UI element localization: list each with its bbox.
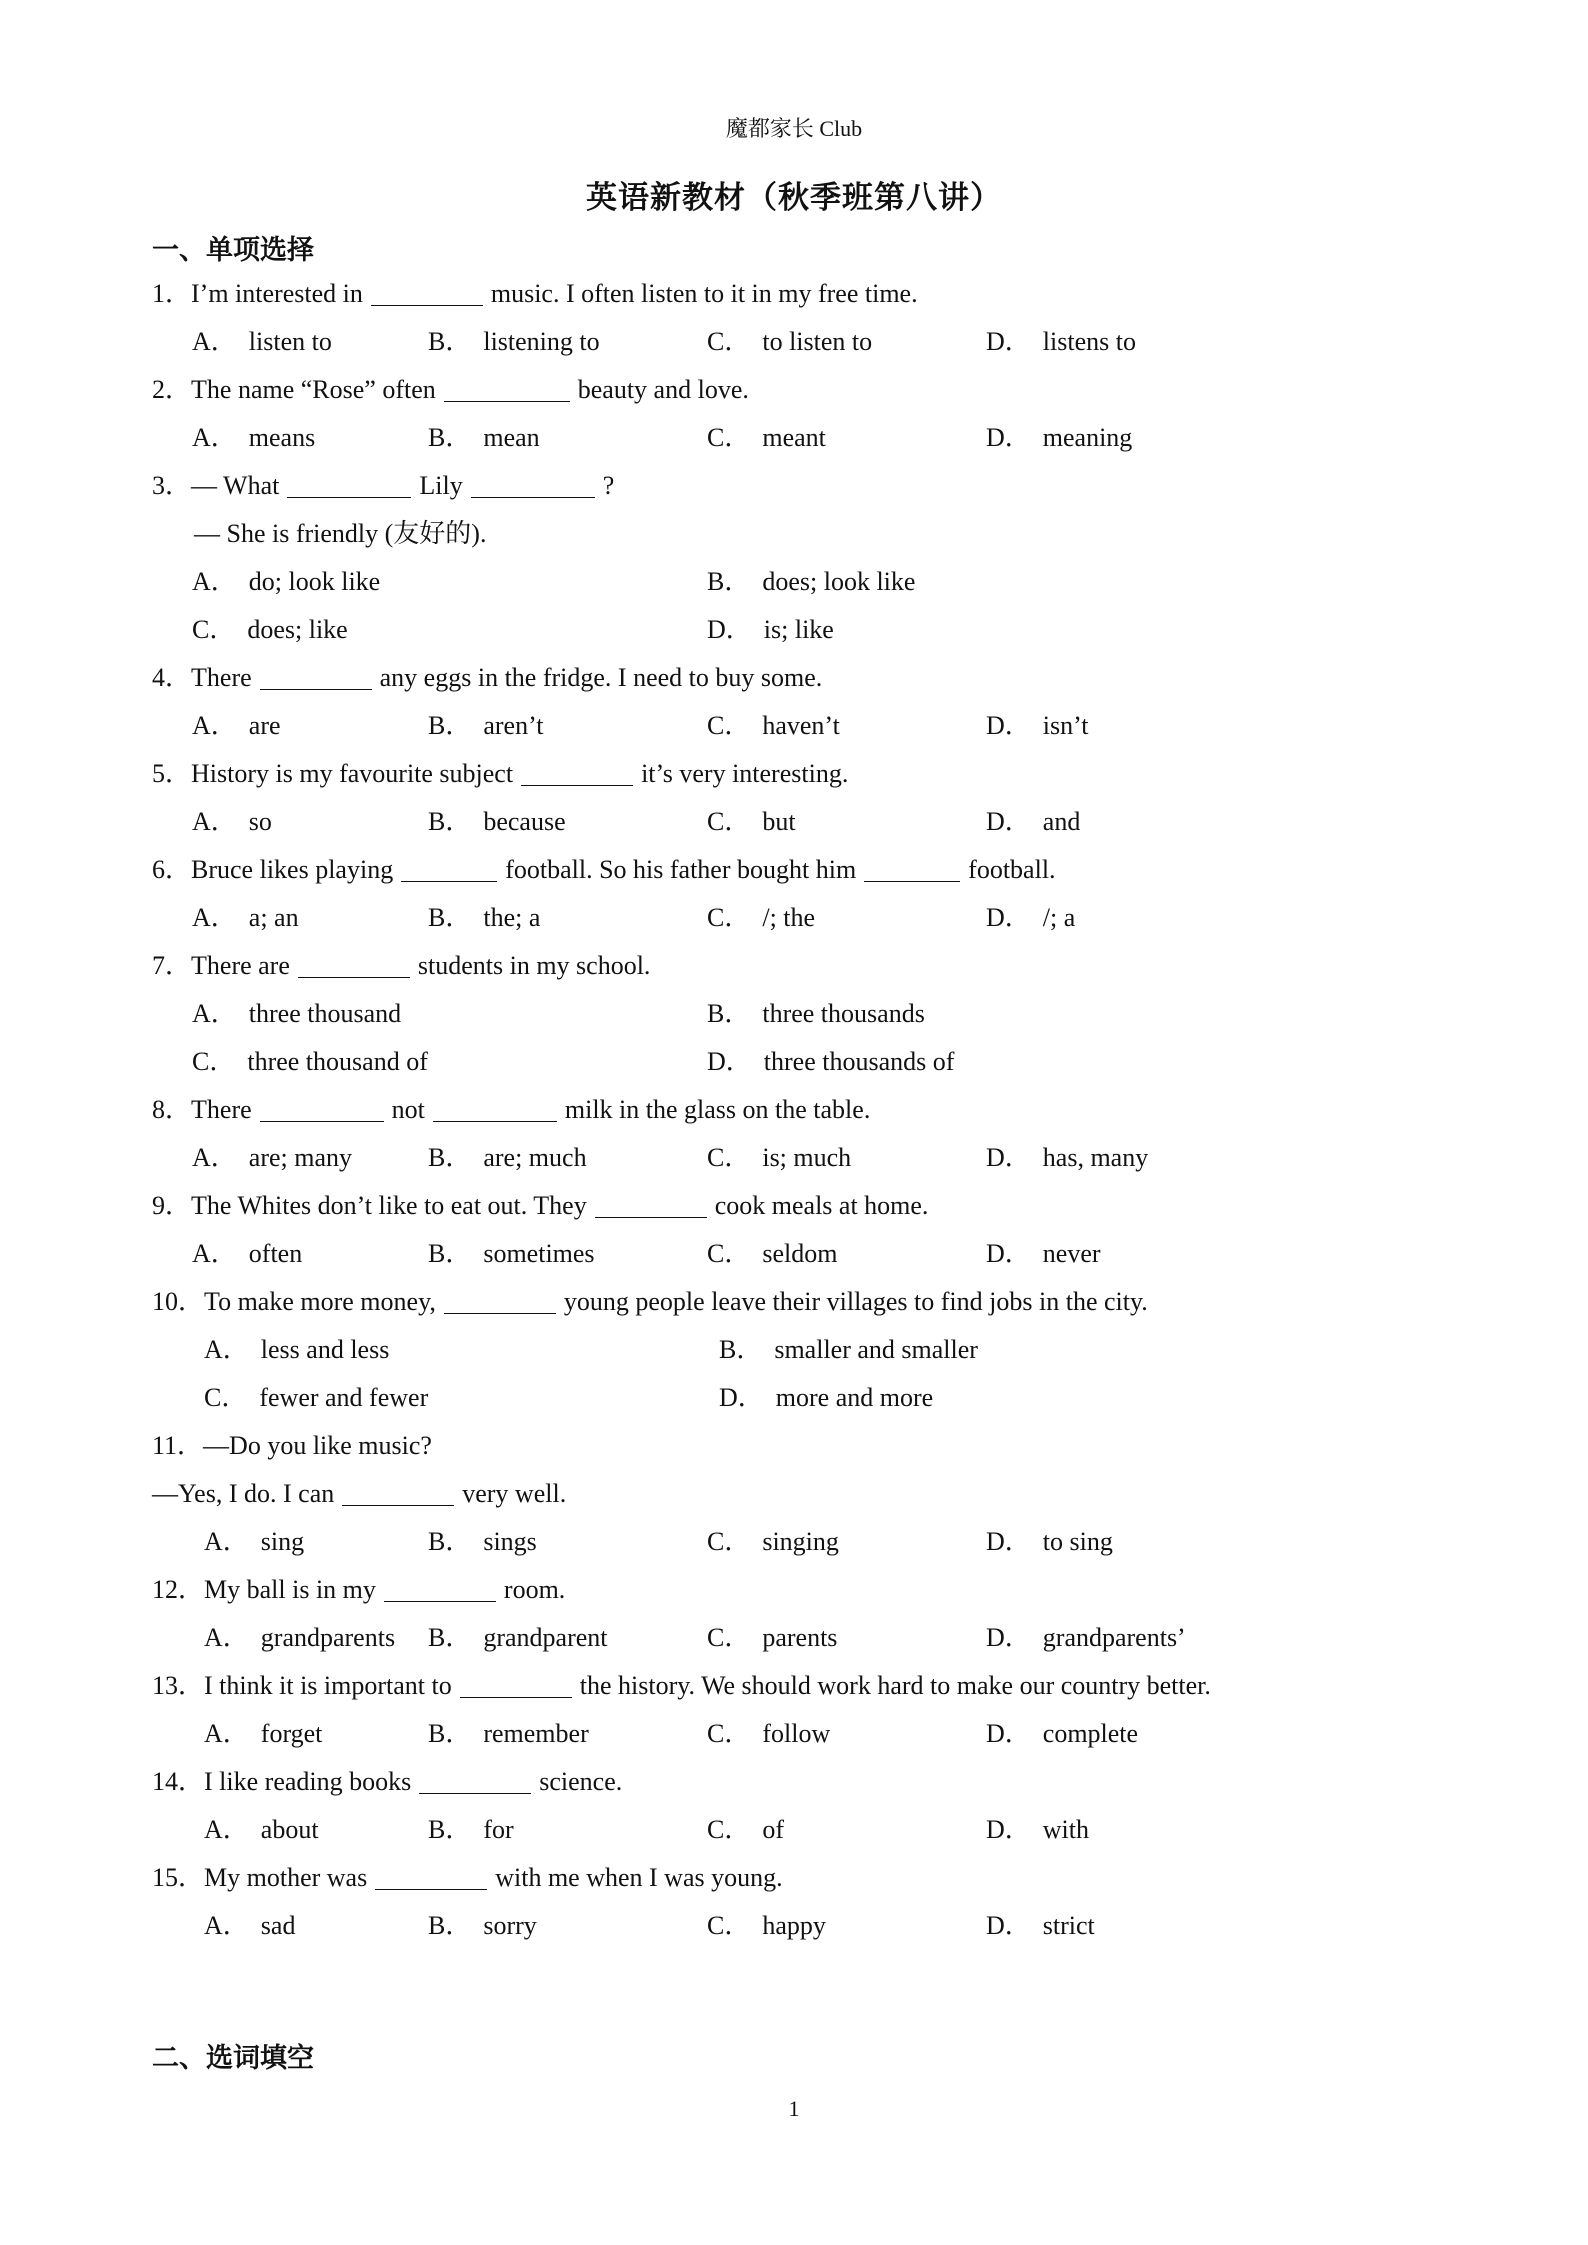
- answer-blank: [260, 1091, 384, 1122]
- option-text: less and less: [260, 1335, 390, 1364]
- option-text: isn’t: [1042, 711, 1089, 740]
- option-letter: B．: [428, 711, 472, 740]
- option-letter: D．: [986, 1527, 1031, 1556]
- option-a: [192, 1134, 352, 1182]
- question-text: Bruce likes playing: [191, 855, 394, 884]
- option-letter: D．: [986, 1911, 1031, 1940]
- option-letter: B．: [707, 999, 751, 1028]
- option-d: [707, 1038, 954, 1086]
- option-letter: C．: [707, 711, 751, 740]
- question-3: [152, 462, 1472, 510]
- option-text: to listen to: [762, 327, 873, 356]
- question-number: 12．: [152, 1575, 205, 1604]
- answer-blank: [342, 1475, 454, 1506]
- option-text: /; the: [762, 903, 816, 932]
- option-c: [707, 1230, 837, 1278]
- option-letter: C．: [707, 327, 751, 356]
- question-3-reply: [152, 510, 1472, 558]
- option-text: listen to: [248, 327, 332, 356]
- question-text: students in my school.: [417, 951, 651, 980]
- options-row: [152, 1614, 1472, 1662]
- option-letter: C．: [192, 1047, 236, 1076]
- option-a: [192, 414, 315, 462]
- question-text: football.: [968, 855, 1056, 884]
- option-b: [428, 1806, 514, 1854]
- question-text: not: [391, 1095, 425, 1124]
- question-number: 4．: [152, 663, 192, 692]
- option-b: [428, 414, 540, 462]
- option-letter: C．: [707, 1719, 751, 1748]
- option-c: [707, 798, 796, 846]
- option-letter: C．: [707, 1143, 751, 1172]
- answer-blank: [260, 659, 372, 690]
- options-row: [152, 702, 1472, 750]
- question-6: [152, 846, 1472, 894]
- question-number: 6．: [152, 855, 192, 884]
- question-14: [152, 1758, 1472, 1806]
- option-b: [428, 702, 544, 750]
- question-11-reply: [152, 1470, 1472, 1518]
- option-text: does; look like: [762, 567, 916, 596]
- option-letter: C．: [707, 1527, 751, 1556]
- option-text: with: [1042, 1815, 1090, 1844]
- option-text: strict: [1042, 1911, 1095, 1940]
- option-text: for: [483, 1815, 514, 1844]
- option-text: of: [762, 1815, 785, 1844]
- option-a: [204, 1614, 395, 1662]
- option-c: [707, 1806, 784, 1854]
- question-text: science.: [539, 1767, 623, 1796]
- option-b: [428, 894, 540, 942]
- option-letter: B．: [428, 1143, 472, 1172]
- option-text: and: [1042, 807, 1081, 836]
- option-letter: D．: [986, 1815, 1031, 1844]
- option-letter: B．: [428, 1719, 472, 1748]
- option-text: singing: [762, 1527, 839, 1556]
- option-letter: C．: [707, 1911, 751, 1940]
- option-a: [192, 990, 401, 1038]
- answer-blank: [419, 1763, 531, 1794]
- option-letter: C．: [192, 615, 236, 644]
- question-text: There are: [191, 951, 290, 980]
- question-number: 11．: [152, 1431, 204, 1460]
- option-text: the; a: [483, 903, 541, 932]
- options-row: [152, 894, 1472, 942]
- question-text: it’s very interesting.: [641, 759, 849, 788]
- answer-blank: [521, 755, 633, 786]
- question-11: [152, 1422, 1472, 1470]
- option-text: more and more: [775, 1383, 934, 1412]
- option-a: [192, 894, 299, 942]
- option-text: complete: [1042, 1719, 1139, 1748]
- option-text: aren’t: [483, 711, 544, 740]
- option-letter: D．: [986, 1623, 1031, 1652]
- option-letter: A．: [204, 1623, 249, 1652]
- options-row: [152, 1518, 1472, 1566]
- option-text: seldom: [762, 1239, 838, 1268]
- answer-blank: [595, 1187, 707, 1218]
- answer-blank: [460, 1667, 572, 1698]
- option-letter: A．: [192, 711, 237, 740]
- question-15: [152, 1854, 1472, 1902]
- option-d: [986, 1230, 1101, 1278]
- option-letter: A．: [204, 1335, 249, 1364]
- option-b: [428, 1518, 537, 1566]
- option-letter: B．: [428, 1623, 472, 1652]
- option-text: are; much: [483, 1143, 587, 1172]
- option-c: [707, 1518, 839, 1566]
- option-letter: B．: [719, 1335, 763, 1364]
- question-number: 2．: [152, 375, 192, 404]
- option-letter: B．: [707, 567, 751, 596]
- option-letter: B．: [428, 903, 472, 932]
- option-text: three thousands of: [763, 1047, 955, 1076]
- option-c: [707, 1710, 830, 1758]
- question-4: [152, 654, 1472, 702]
- option-letter: A．: [192, 1143, 237, 1172]
- option-letter: C．: [707, 1815, 751, 1844]
- option-d: [986, 798, 1080, 846]
- option-letter: D．: [986, 711, 1031, 740]
- answer-blank: [401, 851, 497, 882]
- option-letter: B．: [428, 1815, 472, 1844]
- question-text: — What: [191, 471, 280, 500]
- option-a: [192, 558, 380, 606]
- question-number: 14．: [152, 1767, 205, 1796]
- option-b: [707, 990, 925, 1038]
- option-text: but: [762, 807, 796, 836]
- option-text: fewer and fewer: [259, 1383, 429, 1412]
- option-c: [707, 1134, 851, 1182]
- question-text: My ball is in my: [204, 1575, 376, 1604]
- option-a: [204, 1326, 389, 1374]
- options-row: [152, 1806, 1472, 1854]
- option-b: [428, 1134, 587, 1182]
- option-text: sing: [260, 1527, 305, 1556]
- option-letter: C．: [707, 807, 751, 836]
- option-letter: B．: [428, 423, 472, 452]
- answer-blank: [444, 371, 570, 402]
- options-row: [152, 798, 1472, 846]
- question-text: I’m interested in: [191, 279, 363, 308]
- question-9: [152, 1182, 1472, 1230]
- option-letter: C．: [204, 1383, 248, 1412]
- option-text: sad: [260, 1911, 296, 1940]
- question-number: 10．: [152, 1287, 205, 1316]
- option-c: [707, 1614, 837, 1662]
- option-d: [986, 1806, 1089, 1854]
- question-5: [152, 750, 1472, 798]
- option-text: three thousands: [762, 999, 925, 1028]
- options-row: [152, 414, 1472, 462]
- option-text: follow: [762, 1719, 831, 1748]
- answer-blank: [471, 467, 595, 498]
- option-text: a; an: [248, 903, 299, 932]
- question-number: 15．: [152, 1863, 205, 1892]
- question-text: — She is friendly (友好的).: [194, 519, 487, 548]
- question-text: I think it is important to: [204, 1671, 452, 1700]
- option-a: [204, 1518, 304, 1566]
- question-text: The Whites don’t like to eat out. They: [191, 1191, 587, 1220]
- option-letter: B．: [428, 807, 472, 836]
- option-text: happy: [762, 1911, 826, 1940]
- option-letter: B．: [428, 1911, 472, 1940]
- option-b: [428, 1614, 608, 1662]
- option-text: never: [1042, 1239, 1101, 1268]
- question-number: 5．: [152, 759, 192, 788]
- option-c: [192, 1038, 428, 1086]
- option-d: [719, 1374, 933, 1422]
- option-d: [986, 1614, 1186, 1662]
- question-text: room.: [503, 1575, 566, 1604]
- question-13: [152, 1662, 1472, 1710]
- option-d: [986, 1134, 1148, 1182]
- option-letter: A．: [192, 999, 237, 1028]
- option-letter: C．: [707, 423, 751, 452]
- option-d: [986, 318, 1136, 366]
- option-a: [204, 1806, 319, 1854]
- option-text: mean: [483, 423, 540, 452]
- option-text: means: [248, 423, 316, 452]
- option-text: sorry: [483, 1911, 537, 1940]
- option-letter: A．: [192, 903, 237, 932]
- answer-blank: [433, 1091, 557, 1122]
- question-text: beauty and love.: [577, 375, 749, 404]
- option-letter: A．: [204, 1911, 249, 1940]
- options-row: [152, 558, 1472, 606]
- option-letter: D．: [986, 327, 1031, 356]
- section-1-title: 一、单项选择: [152, 235, 314, 265]
- option-text: sings: [483, 1527, 537, 1556]
- option-text: is; like: [763, 615, 834, 644]
- question-number: 9．: [152, 1191, 192, 1220]
- question-text: cook meals at home.: [714, 1191, 929, 1220]
- options-row: [152, 1710, 1472, 1758]
- option-text: forget: [260, 1719, 323, 1748]
- question-text: The name “Rose” often: [191, 375, 436, 404]
- question-number: 8．: [152, 1095, 192, 1124]
- options-row: [152, 1230, 1472, 1278]
- option-b: [428, 1230, 595, 1278]
- question-text: any eggs in the fridge. I need to buy some.: [379, 663, 823, 692]
- option-letter: C．: [707, 1239, 751, 1268]
- question-text: —Yes, I do. I can: [152, 1479, 335, 1508]
- section-2-title: 二、选词填空: [152, 2043, 314, 2073]
- options-row: [152, 1902, 1472, 1950]
- question-number: 3．: [152, 471, 192, 500]
- option-b: [428, 1710, 589, 1758]
- option-c: [707, 414, 826, 462]
- option-text: grandparent: [483, 1623, 608, 1652]
- answer-blank: [375, 1859, 487, 1890]
- option-letter: B．: [428, 1239, 472, 1268]
- option-letter: A．: [204, 1527, 249, 1556]
- option-d: [986, 1902, 1095, 1950]
- option-text: so: [248, 807, 272, 836]
- option-text: do; look like: [248, 567, 381, 596]
- worksheet-title: 英语新教材（秋季班第八讲）: [586, 180, 1002, 215]
- option-c: [707, 702, 840, 750]
- option-letter: A．: [192, 327, 237, 356]
- option-text: three thousand of: [247, 1047, 428, 1076]
- answer-blank: [444, 1283, 556, 1314]
- question-number: 7．: [152, 951, 192, 980]
- option-c: [707, 1902, 826, 1950]
- option-letter: B．: [428, 327, 472, 356]
- question-text: football. So his father bought him: [505, 855, 857, 884]
- option-a: [192, 1230, 302, 1278]
- option-text: /; a: [1042, 903, 1076, 932]
- options-row: [152, 990, 1472, 1038]
- option-c: [204, 1374, 428, 1422]
- option-letter: D．: [986, 1719, 1031, 1748]
- option-letter: C．: [707, 903, 751, 932]
- question-7: [152, 942, 1472, 990]
- option-a: [204, 1710, 322, 1758]
- page-header: 魔都家长 Club: [725, 116, 863, 141]
- options-row: [152, 1134, 1472, 1182]
- question-list: [152, 270, 1472, 1950]
- option-text: does; like: [247, 615, 348, 644]
- option-letter: A．: [192, 423, 237, 452]
- option-letter: A．: [192, 1239, 237, 1268]
- option-text: three thousand: [248, 999, 402, 1028]
- option-letter: D．: [719, 1383, 764, 1412]
- option-a: [192, 798, 272, 846]
- option-b: [428, 318, 600, 366]
- question-1: [152, 270, 1472, 318]
- option-letter: A．: [204, 1815, 249, 1844]
- question-text: the history. We should work hard to make our country better.: [579, 1671, 1211, 1700]
- option-text: listening to: [483, 327, 600, 356]
- option-b: [707, 558, 915, 606]
- option-letter: D．: [986, 1239, 1031, 1268]
- options-row: [152, 1038, 1472, 1086]
- option-letter: D．: [986, 903, 1031, 932]
- question-number: 1．: [152, 279, 192, 308]
- option-d: [707, 606, 834, 654]
- answer-blank: [864, 851, 960, 882]
- option-d: [986, 894, 1075, 942]
- question-10: [152, 1278, 1472, 1326]
- option-text: because: [483, 807, 566, 836]
- option-text: to sing: [1042, 1527, 1113, 1556]
- option-text: listens to: [1042, 327, 1136, 356]
- option-letter: A．: [192, 807, 237, 836]
- question-text: —Do you like music?: [203, 1431, 432, 1460]
- question-text: There: [191, 1095, 252, 1124]
- answer-blank: [298, 947, 410, 978]
- option-text: remember: [483, 1719, 589, 1748]
- option-letter: D．: [707, 615, 752, 644]
- options-row: [152, 1374, 1472, 1422]
- option-letter: C．: [707, 1623, 751, 1652]
- options-row: [152, 318, 1472, 366]
- option-a: [204, 1902, 295, 1950]
- question-8: [152, 1086, 1472, 1134]
- option-a: [192, 318, 332, 366]
- question-text: ?: [602, 471, 615, 500]
- option-c: [192, 606, 348, 654]
- option-b: [719, 1326, 978, 1374]
- question-text: There: [191, 663, 252, 692]
- option-text: often: [248, 1239, 303, 1268]
- option-text: about: [260, 1815, 319, 1844]
- question-text: young people leave their villages to find jobs in the city.: [563, 1287, 1148, 1316]
- question-text: History is my favourite subject: [191, 759, 514, 788]
- option-text: are; many: [248, 1143, 353, 1172]
- question-12: [152, 1566, 1472, 1614]
- option-letter: A．: [204, 1719, 249, 1748]
- option-d: [986, 702, 1089, 750]
- option-text: are: [248, 711, 281, 740]
- option-d: [986, 414, 1132, 462]
- question-text: I like reading books: [204, 1767, 412, 1796]
- answer-blank: [384, 1571, 496, 1602]
- option-text: grandparents’: [1042, 1623, 1186, 1652]
- question-text: with me when I was young.: [495, 1863, 783, 1892]
- option-text: meaning: [1042, 423, 1133, 452]
- question-text: music. I often listen to it in my free time.: [490, 279, 918, 308]
- question-text: very well.: [462, 1479, 567, 1508]
- option-d: [986, 1518, 1113, 1566]
- option-text: parents: [762, 1623, 838, 1652]
- option-a: [192, 702, 281, 750]
- option-letter: D．: [986, 1143, 1031, 1172]
- question-text: My mother was: [204, 1863, 368, 1892]
- question-text: Lily: [419, 471, 463, 500]
- question-text: milk in the glass on the table.: [564, 1095, 871, 1124]
- option-text: is; much: [762, 1143, 852, 1172]
- option-c: [707, 318, 872, 366]
- page-number: 1: [788, 2096, 800, 2121]
- answer-blank: [371, 275, 483, 306]
- option-letter: B．: [428, 1527, 472, 1556]
- option-text: haven’t: [762, 711, 840, 740]
- option-letter: A．: [192, 567, 237, 596]
- option-text: grandparents: [260, 1623, 396, 1652]
- option-text: smaller and smaller: [774, 1335, 978, 1364]
- option-b: [428, 1902, 537, 1950]
- option-letter: D．: [986, 423, 1031, 452]
- option-d: [986, 1710, 1138, 1758]
- option-text: meant: [762, 423, 826, 452]
- option-b: [428, 798, 566, 846]
- options-row: [152, 606, 1472, 654]
- question-number: 13．: [152, 1671, 205, 1700]
- option-c: [707, 894, 815, 942]
- question-text: To make more money,: [204, 1287, 436, 1316]
- answer-blank: [287, 467, 411, 498]
- option-text: has, many: [1042, 1143, 1149, 1172]
- option-letter: D．: [707, 1047, 752, 1076]
- option-letter: D．: [986, 807, 1031, 836]
- option-text: sometimes: [483, 1239, 595, 1268]
- question-2: [152, 366, 1472, 414]
- options-row: [152, 1326, 1472, 1374]
